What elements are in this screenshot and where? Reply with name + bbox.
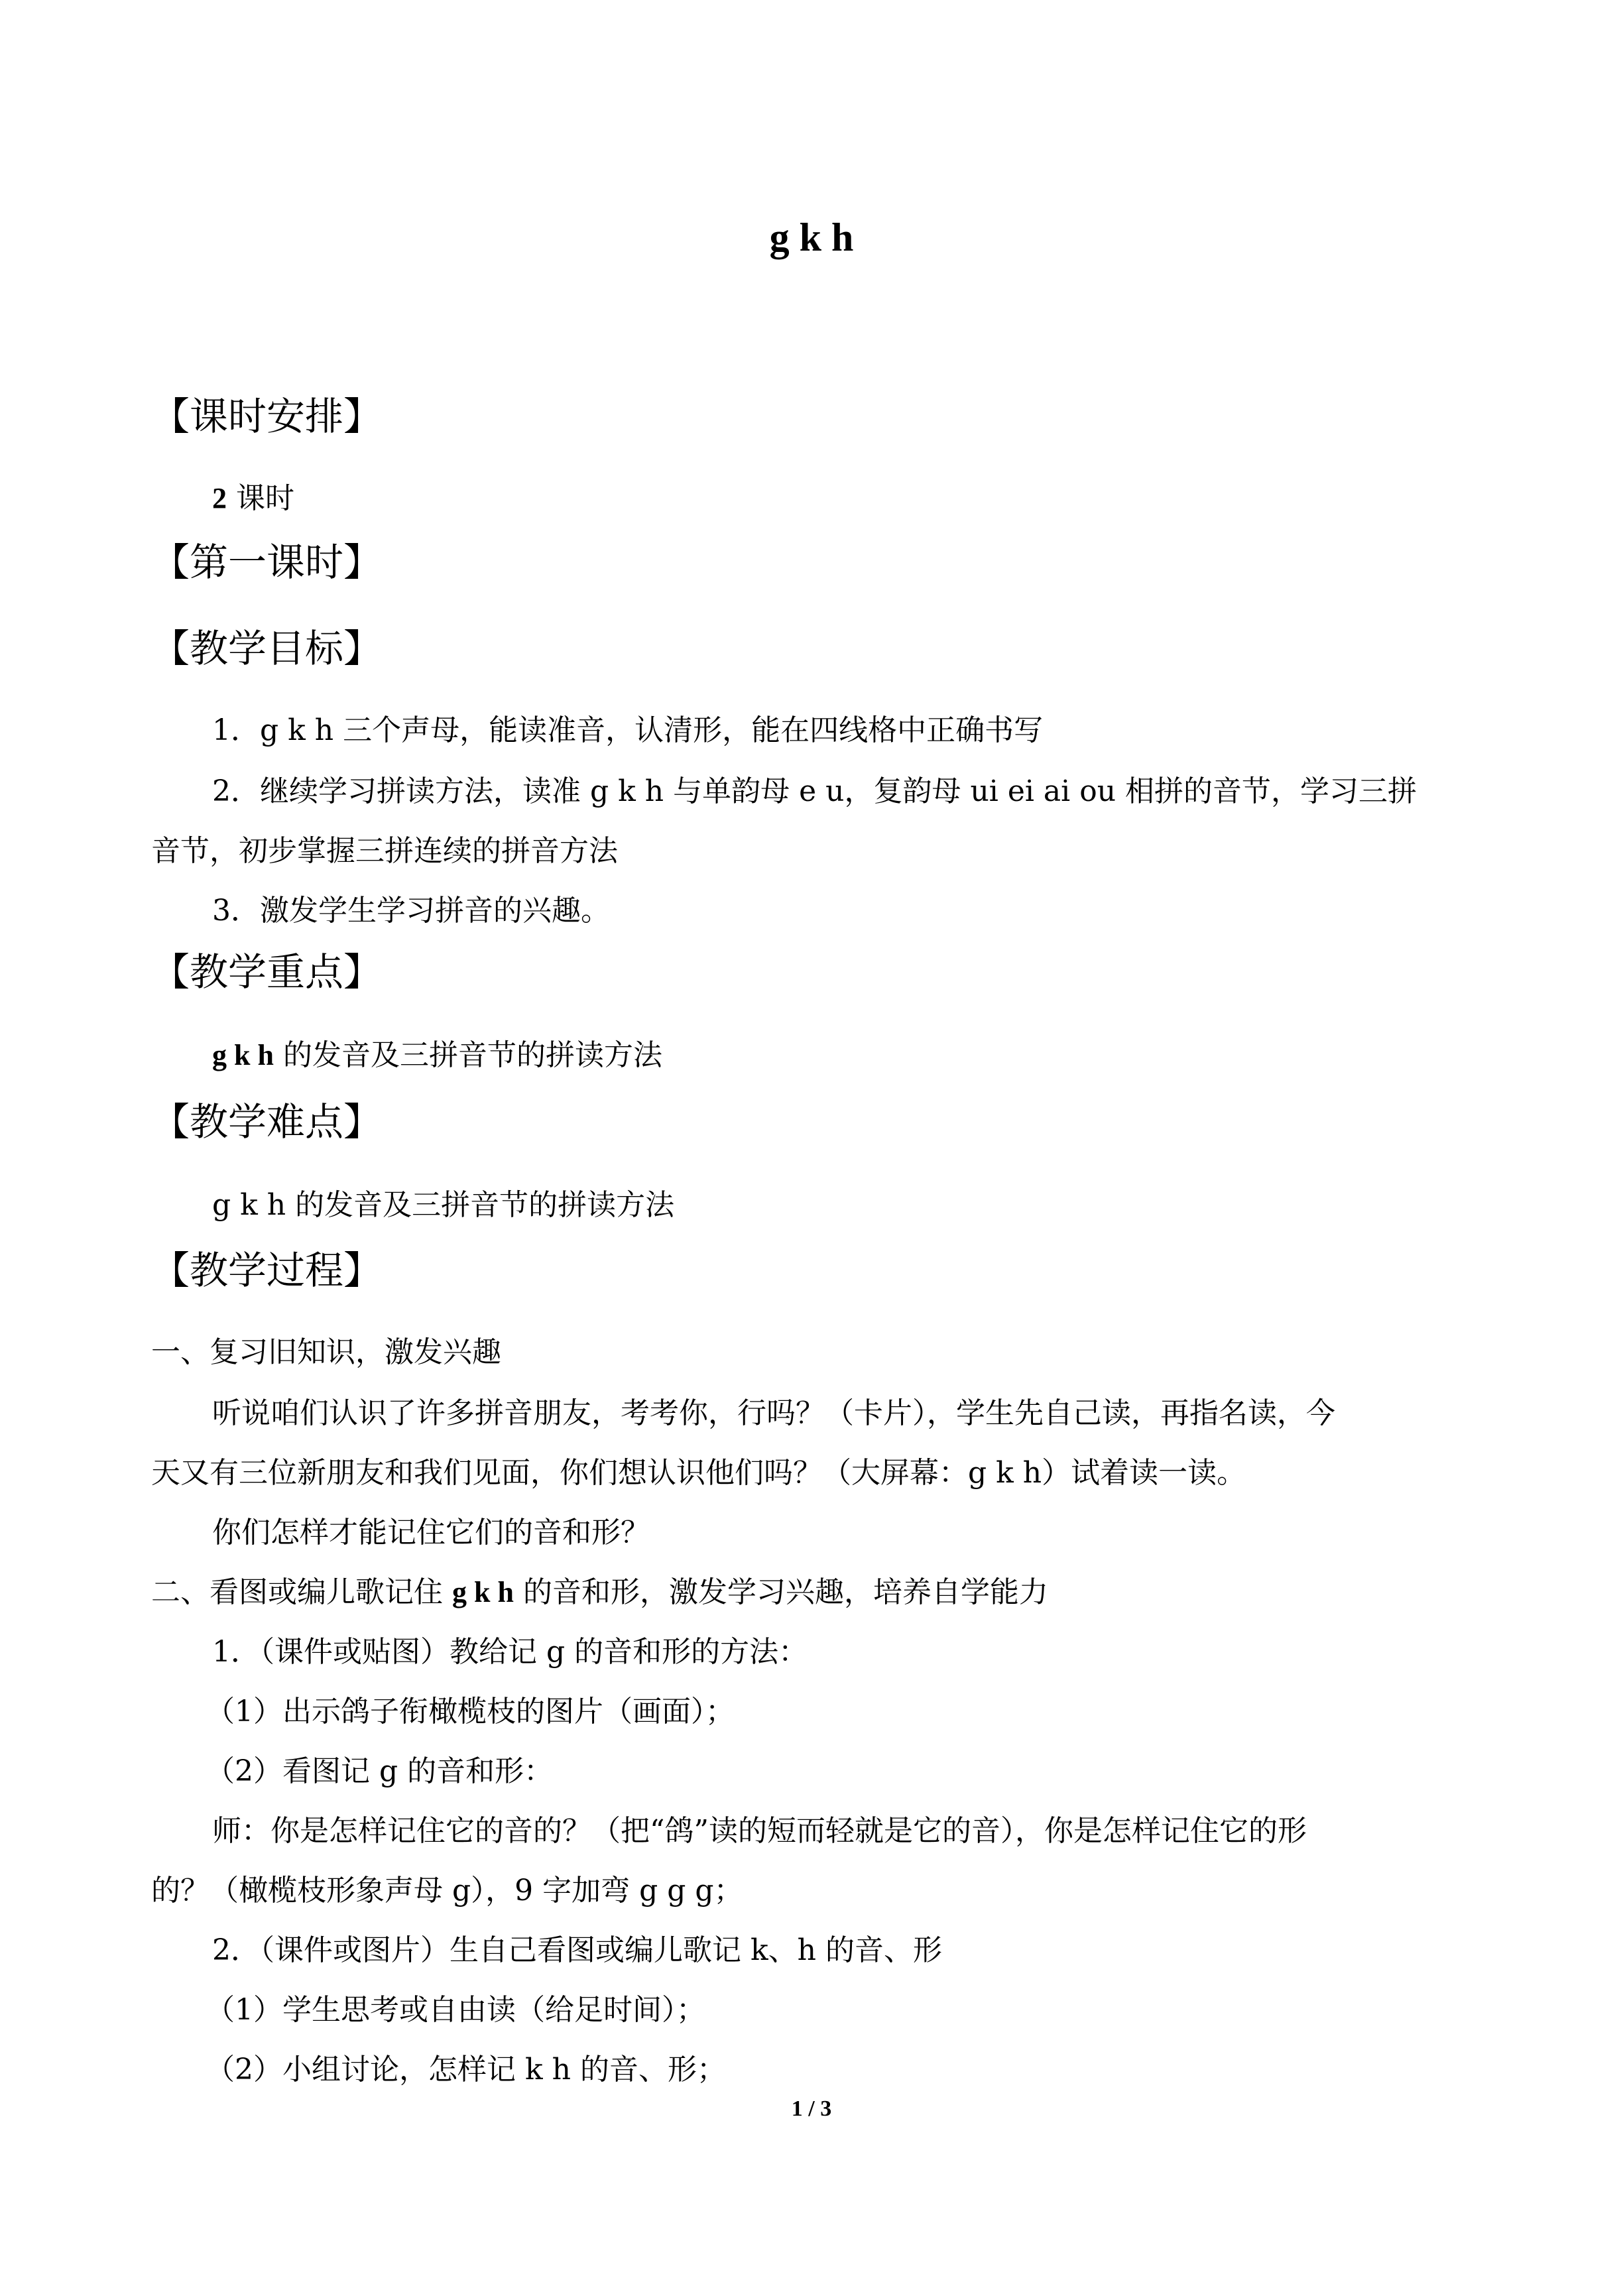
objective-item-3: 3．激发学生学习拼音的兴趣。 bbox=[212, 894, 610, 928]
schedule-unit: 课时 bbox=[227, 481, 294, 515]
teacher-dialog-line-2: 的？（橄榄枝形象声母 g），9 字加弯 g g g； bbox=[151, 1874, 743, 1907]
key-points-letters: g k h bbox=[212, 1039, 274, 1071]
difficulties-text: g k h 的发音及三拼音节的拼读方法 bbox=[212, 1188, 675, 1222]
process-part-2-title-start: 二、看图或编儿歌记住 bbox=[151, 1575, 452, 1609]
process-step-1-a: （1）出示鸽子衔橄榄枝的图片（画面）； bbox=[206, 1695, 735, 1728]
page-number: 1 / 3 bbox=[791, 2096, 832, 2121]
objective-item-2-line-1: 2．继续学习拼读方法，读准 g k h 与单韵母 e u，复韵母 ui ei ai ou 相拼的音节，学习三拼 bbox=[212, 774, 1417, 808]
key-points-text bbox=[212, 1034, 662, 1077]
process-part-2-title-end: 的音和形，激发学习兴趣，培养自学能力 bbox=[513, 1575, 1048, 1609]
process-part-2-title-letters: g k h bbox=[452, 1576, 514, 1608]
process-step-2: 2．（课件或图片）生自己看图或编儿歌记 k、h 的音、形 bbox=[212, 1933, 942, 1967]
process-part-1-question: 你们怎样才能记住它们的音和形？ bbox=[212, 1516, 650, 1549]
section-heading-process: 【教学过程】 bbox=[151, 1248, 383, 1293]
process-part-1-paragraph-line-1: 听说咱们认识了许多拼音朋友，考考你，行吗？（卡片），学生先自己读，再指名读，今 bbox=[212, 1396, 1335, 1430]
process-step-2-b: （2）小组讨论，怎样记 k h 的音、形； bbox=[206, 2053, 726, 2086]
process-step-1-b: （2）看图记 g 的音和形： bbox=[206, 1754, 554, 1788]
document-title: g k h bbox=[769, 215, 854, 259]
process-part-1-title: 一、复习旧知识，激发兴趣 bbox=[151, 1335, 501, 1369]
section-heading-schedule: 【课时安排】 bbox=[151, 394, 383, 439]
section-heading-first-lesson: 【第一课时】 bbox=[151, 540, 383, 585]
schedule-text bbox=[212, 477, 294, 520]
schedule-number: 2 bbox=[212, 482, 227, 514]
objective-item-1: 1．g k h 三个声母，能读准音，认清形，能在四线格中正确书写 bbox=[212, 713, 1044, 747]
process-part-1-paragraph-line-2: 天又有三位新朋友和我们见面，你们想认识他们吗？（大屏幕：g k h）试着读一读。 bbox=[151, 1456, 1246, 1490]
key-points-description: 的发音及三拼音节的拼读方法 bbox=[273, 1038, 662, 1072]
teacher-dialog-line-1: 师：你是怎样记住它的音的？（把“鸽”读的短而轻就是它的音），你是怎样记住它的形 bbox=[212, 1814, 1307, 1848]
section-heading-objectives: 【教学目标】 bbox=[151, 626, 383, 671]
objective-item-2-line-2: 音节，初步掌握三拼连续的拼音方法 bbox=[151, 834, 618, 868]
process-step-1: 1．（课件或贴图）教给记 g 的音和形的方法： bbox=[212, 1635, 808, 1669]
process-part-2-title bbox=[151, 1571, 1048, 1614]
section-heading-difficulties: 【教学难点】 bbox=[151, 1099, 383, 1144]
process-step-2-a: （1）学生思考或自由读（给足时间）； bbox=[206, 1993, 705, 2027]
section-heading-key-points: 【教学重点】 bbox=[151, 949, 383, 995]
